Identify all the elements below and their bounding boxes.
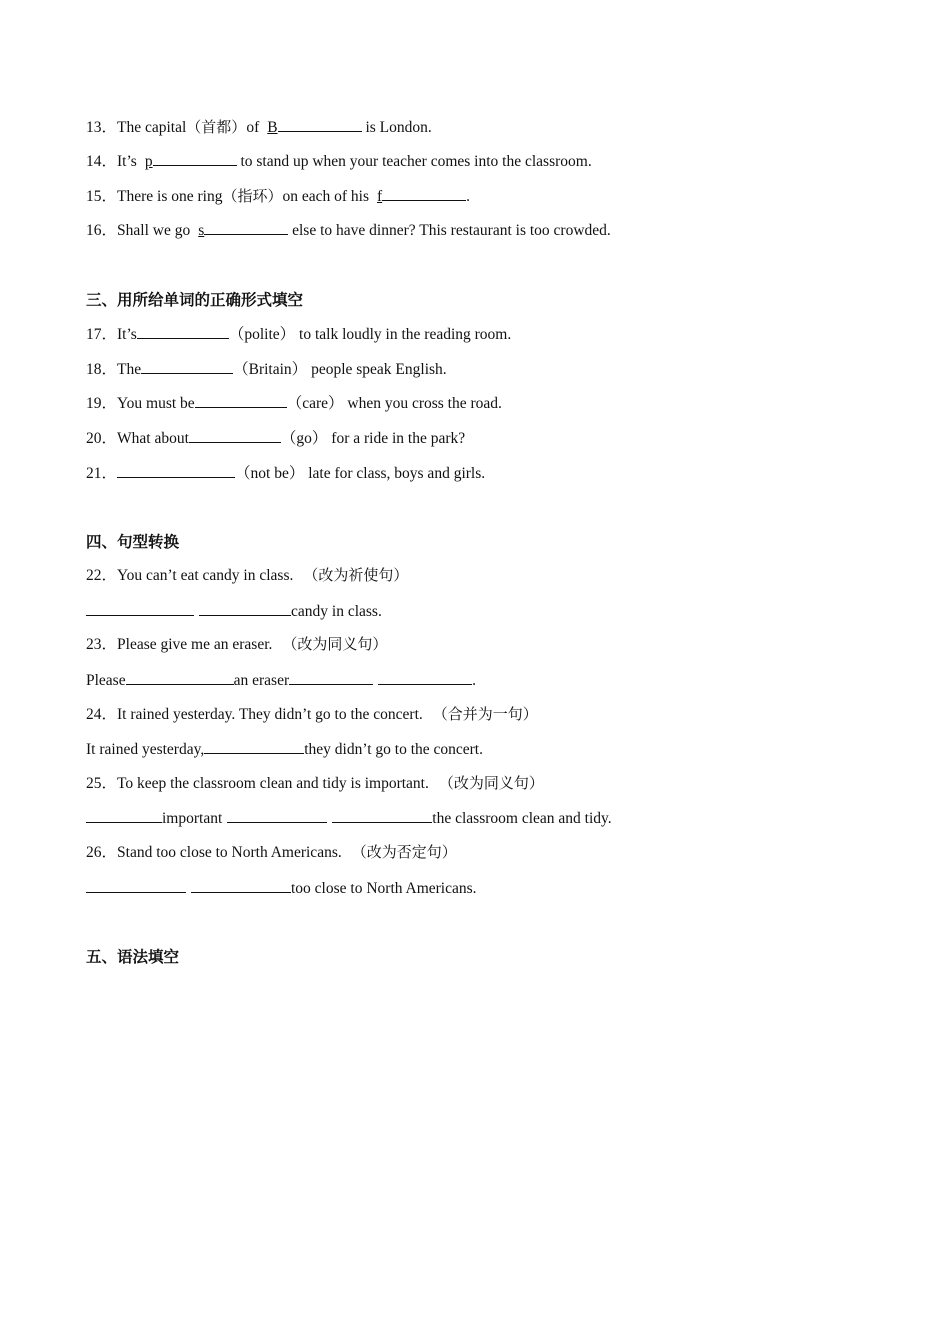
answer-line-24 (86, 738, 483, 760)
question-text: for a ride in the park? (327, 430, 466, 447)
question-number: 26． (86, 844, 118, 861)
question-23 (86, 634, 387, 655)
answer-text: they didn’t go to the concert. (304, 741, 483, 758)
question-text: to talk loudly in the reading room. (295, 326, 512, 343)
question-text: on each of his (282, 188, 369, 205)
chinese-hint: （改为同义句） (282, 635, 388, 653)
question-text: It’s (117, 326, 137, 343)
question-13 (86, 116, 432, 138)
word-hint: （go） (280, 430, 328, 447)
word-hint: （polite） (228, 326, 296, 343)
question-number: 18． (86, 361, 118, 378)
answer-blank[interactable] (227, 807, 327, 823)
answer-blank[interactable] (86, 600, 194, 616)
question-26 (86, 842, 457, 863)
answer-text: an eraser (233, 672, 290, 689)
question-text: You can’t eat candy in class. (117, 567, 294, 584)
question-text: You must be (117, 395, 195, 412)
answer-text: . (472, 672, 476, 689)
chinese-hint: （改为否定句） (351, 843, 457, 861)
question-number: 17． (86, 326, 118, 343)
question-text: . (466, 188, 471, 205)
question-number: 25． (86, 775, 118, 792)
answer-blank[interactable] (289, 669, 373, 685)
chinese-hint: （改为同义句） (438, 774, 544, 792)
question-14 (86, 150, 592, 172)
question-22 (86, 565, 408, 586)
chinese-hint: （首都） (186, 118, 247, 136)
question-number: 16． (86, 222, 118, 239)
question-text: Stand too close to North Americans. (117, 844, 342, 861)
question-number: 22． (86, 567, 118, 584)
answer-blank[interactable] (189, 427, 281, 443)
question-number: 21． (86, 465, 118, 482)
question-25 (86, 773, 544, 794)
section-heading: 五、语法填空 (86, 948, 180, 966)
answer-text: It rained yesterday, (86, 741, 205, 758)
question-number: 20． (86, 430, 118, 447)
answer-blank[interactable] (86, 807, 162, 823)
question-number: 24． (86, 706, 118, 723)
answer-blank[interactable] (204, 738, 304, 754)
answer-text: Please (86, 672, 126, 689)
question-text: to stand up when your teacher comes into the classroom. (236, 153, 592, 170)
answer-blank[interactable] (86, 877, 186, 893)
question-text: people speak English. (307, 361, 447, 378)
question-text: It rained yesterday. They didn’t go to the concert. (117, 706, 423, 723)
chinese-hint: （合并为一句） (432, 705, 538, 723)
answer-blank[interactable] (117, 462, 235, 478)
chinese-hint: （改为祈使句） (303, 566, 409, 584)
answer-blank[interactable] (153, 150, 237, 166)
answer-blank[interactable] (195, 392, 287, 408)
question-text: The (117, 361, 142, 378)
answer-blank[interactable] (278, 116, 362, 132)
question-21 (86, 462, 485, 484)
question-15 (86, 185, 470, 207)
answer-blank[interactable] (382, 185, 466, 201)
question-text: To keep the classroom clean and tidy is important. (117, 775, 429, 792)
word-hint: （care） (286, 395, 344, 412)
question-text: The capital (117, 119, 187, 136)
section-heading: 三、用所给单词的正确形式填空 (86, 291, 304, 309)
answer-blank[interactable] (141, 358, 233, 374)
question-text: There is one ring (117, 188, 223, 205)
answer-line-25 (86, 807, 612, 829)
section-heading: 四、句型转换 (86, 533, 180, 551)
answer-blank[interactable] (191, 877, 291, 893)
question-number: 19． (86, 395, 118, 412)
question-number: 14． (86, 153, 118, 170)
answer-line-26 (86, 877, 477, 899)
answer-blank[interactable] (126, 669, 234, 685)
answer-text: candy in class. (291, 603, 382, 620)
question-20 (86, 427, 465, 449)
question-text: Please give me an eraser. (117, 636, 273, 653)
answer-blank[interactable] (204, 219, 288, 235)
answer-text: the classroom clean and tidy. (432, 810, 612, 827)
word-hint: （Britain） (233, 361, 308, 378)
question-text: is London. (361, 119, 432, 136)
word-hint: （not be） (235, 465, 305, 482)
answer-blank[interactable] (378, 669, 472, 685)
question-text: Shall we go (117, 222, 191, 239)
question-16 (86, 219, 611, 241)
question-text: else to have dinner? This restaurant is too crowded. (288, 222, 611, 239)
question-19 (86, 392, 502, 414)
answer-blank[interactable] (199, 600, 291, 616)
question-number: 23． (86, 636, 118, 653)
answer-blank[interactable] (332, 807, 432, 823)
first-letter-hint: B (267, 119, 278, 136)
question-text: when you cross the road. (343, 395, 502, 412)
question-text: What about (117, 430, 189, 447)
question-18 (86, 358, 447, 380)
answer-line-23 (86, 669, 476, 691)
question-24 (86, 704, 538, 725)
answer-text: important (162, 810, 223, 827)
question-number: 15． (86, 188, 118, 205)
answer-text: too close to North Americans. (291, 880, 477, 897)
question-number: 13． (86, 119, 118, 136)
question-text: late for class, boys and girls. (304, 465, 486, 482)
chinese-hint: （指环） (222, 187, 283, 205)
first-letter-hint: p (144, 153, 153, 170)
answer-blank[interactable] (137, 323, 229, 339)
question-17 (86, 323, 511, 345)
question-text: of (246, 119, 260, 136)
answer-line-22 (86, 600, 382, 622)
first-letter-hint: f (377, 188, 383, 205)
question-text: It’s (117, 153, 137, 170)
first-letter-hint: s (198, 222, 205, 239)
